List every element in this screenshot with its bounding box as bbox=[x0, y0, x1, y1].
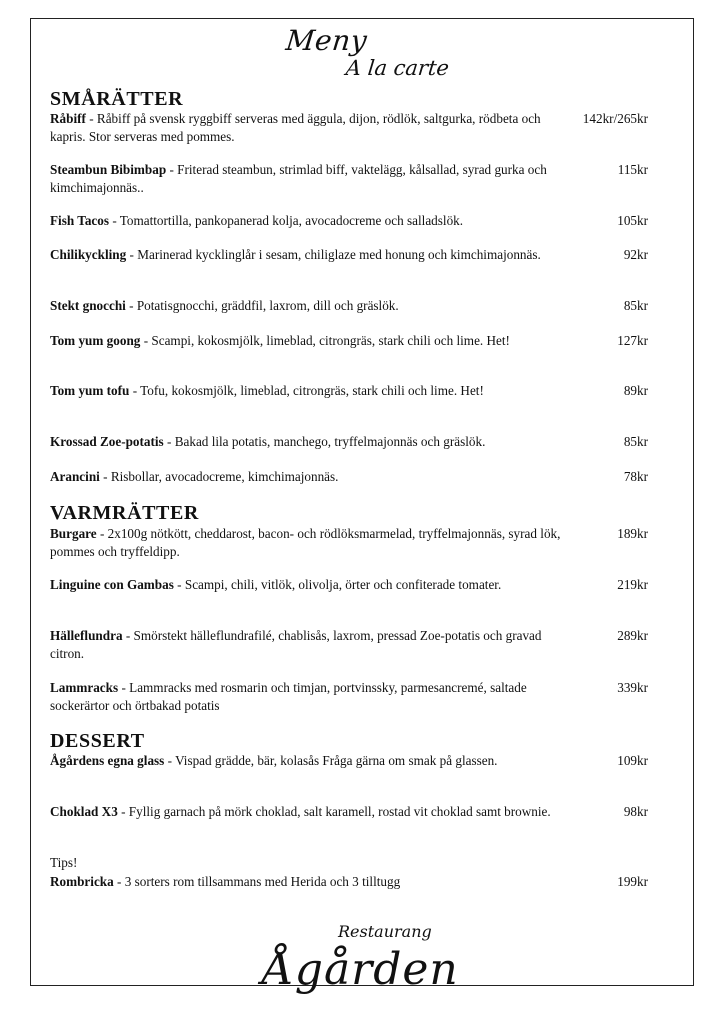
item-description: Scampi, kokosmjölk, limeblad, citrongräs, stark chili och lime. Het! bbox=[151, 333, 510, 348]
item-name: Linguine con Gambas bbox=[50, 577, 174, 592]
item-name: Råbiff bbox=[50, 111, 86, 126]
menu-item: Krossad Zoe-potatis - Bakad lila potatis, manchego, tryffelmajonnäs och gräslök. 85kr bbox=[50, 434, 648, 449]
item-description: Friterad steambun, strimlad biff, vaktelägg, kålsallad, syrad gurka och kimchimajonnäs.. bbox=[50, 162, 547, 195]
item-name: Rombricka bbox=[50, 874, 114, 889]
menu-item: Choklad X3 - Fyllig garnach på mörk choklad, salt karamell, rostad vit choklad samt brownie. 98kr bbox=[50, 804, 648, 819]
menu-item: Råbiff - Råbiff på svensk ryggbiff serveras med äggula, dijon, rödlök, saltgurka, rödbeta och kapris. Stor serveras med pommes. 142kr/265kr bbox=[50, 111, 648, 144]
item-name: Tom yum tofu bbox=[50, 383, 130, 398]
item-price: 109kr bbox=[617, 753, 648, 768]
menu-item: Ågårdens egna glass - Vispad grädde, bär, kolasås Fråga gärna om smak på glassen. 109kr bbox=[50, 753, 648, 768]
item-description: 3 sorters rom tillsammans med Herida och 3 tilltugg bbox=[124, 874, 401, 889]
item-description: Scampi, chili, vitlök, olivolja, örter och confiterade tomater. bbox=[184, 577, 502, 592]
section-heading-smaratter: SMÅRÄTTER bbox=[50, 88, 184, 110]
item-description: Fyllig garnach på mörk choklad, salt karamell, rostad vit choklad samt brownie. bbox=[128, 804, 551, 819]
item-price: 85kr bbox=[623, 298, 648, 313]
item-description: Tomattortilla, pankopanerad kolja, avocadocreme och salladslök. bbox=[119, 213, 464, 228]
menu-item: Tom yum goong - Scampi, kokosmjölk, limeblad, citrongräs, stark chili och lime. Het! 127kr bbox=[50, 333, 648, 348]
item-name: Lammracks bbox=[50, 680, 119, 695]
menu-item: Fish Tacos - Tomattortilla, pankopanerad kolja, avocadocreme och salladslök. 105kr bbox=[50, 213, 648, 228]
menu-item: Linguine con Gambas - Scampi, chili, vitlök, olivolja, örter och confiterade tomater. 219kr bbox=[50, 577, 648, 592]
item-description: Vispad grädde, bär, kolasås Fråga gärna om smak på glassen. bbox=[175, 753, 498, 768]
item-description: Råbiff på svensk ryggbiff serveras med äggula, dijon, rödlök, saltgurka, rödbeta och kapris. Stor serveras med pommes. bbox=[50, 111, 541, 144]
section-heading-dessert: DESSERT bbox=[50, 730, 145, 752]
menu-item: Stekt gnocchi - Potatisgnocchi, gräddfil, laxrom, dill och gräslök. 85kr bbox=[50, 298, 648, 313]
item-name: Tom yum goong bbox=[50, 333, 141, 348]
item-description: Potatisgnocchi, gräddfil, laxrom, dill och gräslök. bbox=[136, 298, 399, 313]
menu-item: Steambun Bibimbap - Friterad steambun, strimlad biff, vaktelägg, kålsallad, syrad gurka och kimchimajonnäs.. 115kr bbox=[50, 162, 648, 195]
item-price: 339kr bbox=[617, 680, 648, 695]
item-description: Bakad lila potatis, manchego, tryffelmajonnäs och gräslök. bbox=[174, 434, 486, 449]
item-price: 289kr bbox=[617, 628, 648, 643]
item-price: 78kr bbox=[623, 469, 648, 484]
section-heading-varmratter: VARMRÄTTER bbox=[50, 502, 199, 524]
menu-subtitle: A la carte bbox=[344, 56, 451, 80]
item-description: 2x100g nötkött, cheddarost, bacon- och rödlöksmarmelad, tryffelmajonnäs, syrad lök, pommes och tryffeldipp. bbox=[50, 526, 561, 559]
item-name: Ågårdens egna glass bbox=[50, 753, 165, 768]
item-price: 98kr bbox=[623, 804, 648, 819]
menu-item: Burgare - 2x100g nötkött, cheddarost, bacon- och rödlöksmarmelad, tryffelmajonnäs, syrad lök, pommes och tryffeldipp. 189kr bbox=[50, 526, 648, 559]
menu-item-tips: Rombricka - 3 sorters rom tillsammans med Herida och 3 tilltugg 199kr bbox=[50, 874, 648, 889]
item-description: Tofu, kokosmjölk, limeblad, citrongräs, stark chili och lime. Het! bbox=[140, 383, 484, 398]
item-name: Steambun Bibimbap bbox=[50, 162, 167, 177]
item-name: Choklad X3 bbox=[50, 804, 118, 819]
item-name: Arancini bbox=[50, 469, 100, 484]
menu-item: Arancini - Risbollar, avocadocreme, kimchimajonnäs. 78kr bbox=[50, 469, 648, 484]
item-price: 142kr/265kr bbox=[582, 111, 648, 126]
item-price: 85kr bbox=[623, 434, 648, 449]
item-price: 127kr bbox=[617, 333, 648, 348]
menu-item: Hälleflundra - Smörstekt hälleflundrafilé, chablisås, laxrom, pressad Zoe-potatis och gravad citron. 289kr bbox=[50, 628, 648, 661]
menu-item: Lammracks - Lammracks med rosmarin och timjan, portvinssky, parmesancremé, saltade sockerärtor och örtbakad potatis 339kr bbox=[50, 680, 648, 713]
item-description: Lammracks med rosmarin och timjan, portvinssky, parmesancremé, saltade sockerärtor och örtbakad potatis bbox=[50, 680, 527, 713]
item-description: Marinerad kycklinglår i sesam, chiliglaze med honung och kimchimajonnäs. bbox=[137, 247, 541, 262]
menu-title: Meny bbox=[284, 24, 369, 57]
item-price: 105kr bbox=[617, 213, 648, 228]
tips-label: Tips! bbox=[50, 855, 78, 870]
item-price: 89kr bbox=[623, 383, 648, 398]
item-name: Burgare bbox=[50, 526, 97, 541]
menu-item: Chilikyckling - Marinerad kycklinglår i sesam, chiliglaze med honung och kimchimajonnäs. 92kr bbox=[50, 247, 648, 262]
item-price: 199kr bbox=[617, 874, 648, 889]
item-price: 189kr bbox=[617, 526, 648, 541]
menu-item: Tom yum tofu - Tofu, kokosmjölk, limeblad, citrongräs, stark chili och lime. Het! 89kr bbox=[50, 383, 648, 398]
item-name: Hälleflundra bbox=[50, 628, 123, 643]
restaurant-logo-label: Restaurang bbox=[338, 922, 432, 941]
item-price: 92kr bbox=[623, 247, 648, 262]
item-name: Krossad Zoe-potatis bbox=[50, 434, 164, 449]
item-description: Smörstekt hälleflundrafilé, chablisås, laxrom, pressad Zoe-potatis och gravad citron. bbox=[50, 628, 542, 661]
item-price: 115kr bbox=[617, 162, 648, 177]
item-price: 219kr bbox=[617, 577, 648, 592]
item-name: Chilikyckling bbox=[50, 247, 127, 262]
item-description: Risbollar, avocadocreme, kimchimajonnäs. bbox=[110, 469, 339, 484]
item-name: Stekt gnocchi bbox=[50, 298, 126, 313]
restaurant-logo-wordmark: Ågården bbox=[262, 944, 459, 995]
item-name: Fish Tacos bbox=[50, 213, 110, 228]
